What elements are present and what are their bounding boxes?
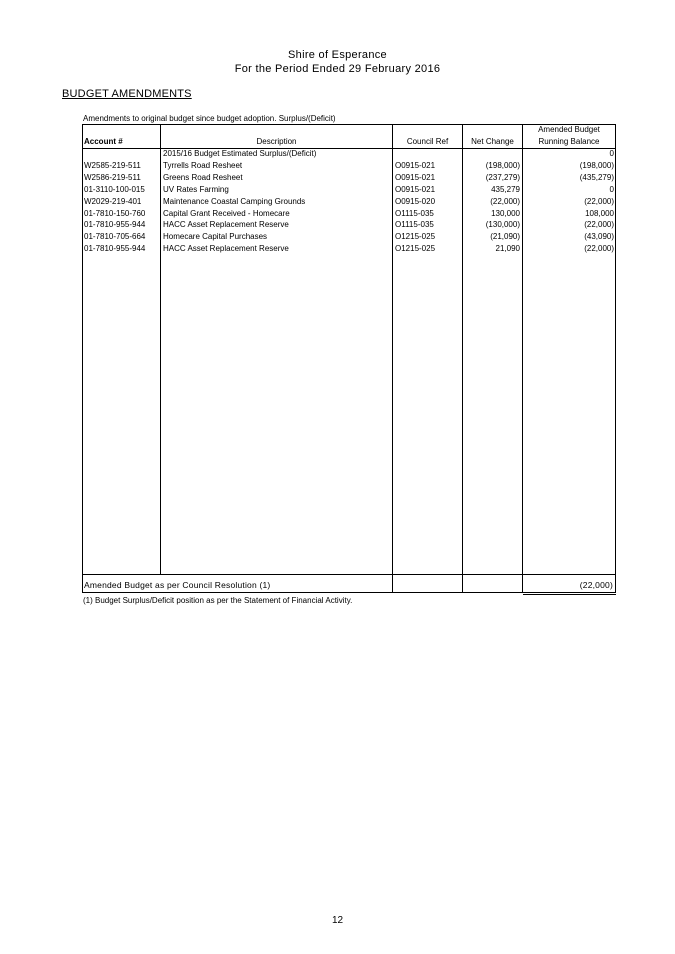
cell-council-ref: O0915-021 xyxy=(395,172,436,182)
footer-label: Amended Budget as per Council Resolution (1) xyxy=(84,580,271,590)
cell-council-ref: O0915-021 xyxy=(395,184,436,194)
total-double-underline xyxy=(523,594,616,595)
footer-divider xyxy=(82,574,616,575)
cell-council-ref: O1115-035 xyxy=(395,220,434,230)
cell-balance: 108,000 xyxy=(585,208,614,218)
cell-account: 01-3110-100-015 xyxy=(84,184,145,194)
cell-account: W2029-219-401 xyxy=(84,196,142,206)
cell-description: Maintenance Coastal Camping Grounds xyxy=(163,196,306,206)
cell-description: Homecare Capital Purchases xyxy=(163,232,268,242)
footnote: (1) Budget Surplus/Deficit position as per the Statement of Financial Activity. xyxy=(83,596,353,605)
cell-net-change: 435,279 xyxy=(491,184,520,194)
budget-amendments-table xyxy=(82,124,616,593)
report-title: Shire of Esperance xyxy=(288,49,387,61)
cell-balance: (22,000) xyxy=(584,244,614,254)
cell-council-ref: O1215-025 xyxy=(395,244,436,254)
cell-description: Greens Road Resheet xyxy=(163,172,243,182)
column-divider xyxy=(392,124,393,593)
intro-text: Amendments to original budget since budget adoption. Surplus/(Deficit) xyxy=(83,114,336,123)
cell-description: Tyrrells Road Resheet xyxy=(163,160,243,170)
cell-account: 01-7810-955-944 xyxy=(84,244,146,254)
cell-balance: (198,000) xyxy=(579,160,614,170)
col-header-amended-budget: Amended Budget xyxy=(538,125,600,134)
col-header-description: Description xyxy=(256,137,297,146)
column-divider xyxy=(160,124,161,574)
cell-net-change: (130,000) xyxy=(485,220,520,230)
table-border-left xyxy=(82,124,83,593)
col-header-account: Account # xyxy=(84,137,123,146)
col-header-running-balance: Running Balance xyxy=(538,137,600,146)
col-header-council-ref: Council Ref xyxy=(406,137,449,146)
cell-account: W2585-219-511 xyxy=(84,160,141,170)
cell-net-change: (22,000) xyxy=(490,196,520,206)
cell-balance: (435,279) xyxy=(579,172,614,182)
cell-description: HACC Asset Replacement Reserve xyxy=(163,220,289,230)
cell-description: HACC Asset Replacement Reserve xyxy=(163,244,289,254)
cell-account: W2586-219-511 xyxy=(84,172,141,182)
table-border-right xyxy=(615,124,616,593)
cell-council-ref: O0915-020 xyxy=(395,196,436,206)
cell-net-change: (198,000) xyxy=(485,160,520,170)
cell-balance: 0 xyxy=(609,184,614,194)
cell-balance: (22,000) xyxy=(584,196,614,206)
report-period: For the Period Ended 29 February 2016 xyxy=(234,63,441,75)
cell-net-change: (21,090) xyxy=(490,232,520,242)
cell-net-change: 21,090 xyxy=(495,244,520,254)
footer-total: (22,000) xyxy=(579,580,613,590)
cell-account: 01-7810-955-944 xyxy=(84,220,146,230)
table-border-bottom xyxy=(82,592,616,593)
page-number: 12 xyxy=(331,915,344,926)
cell-account: 01-7810-150-760 xyxy=(84,208,146,218)
cell-balance: (22,000) xyxy=(584,220,614,230)
cell-description: Capital Grant Received - Homecare xyxy=(163,208,290,218)
section-title: BUDGET AMENDMENTS xyxy=(62,88,192,100)
cell-description: 2015/16 Budget Estimated Surplus/(Deficit) xyxy=(163,149,317,158)
cell-council-ref: O1215-025 xyxy=(395,232,436,242)
col-header-net-change: Net Change xyxy=(471,137,514,146)
cell-account: 01-7810-705-664 xyxy=(84,232,146,242)
cell-net-change: 130,000 xyxy=(491,208,520,218)
cell-balance: (43,090) xyxy=(584,232,614,242)
cell-description: UV Rates Farming xyxy=(163,184,229,194)
cell-council-ref: O0915-021 xyxy=(395,160,436,170)
table-border-top xyxy=(82,124,522,125)
cell-balance: 0 xyxy=(609,149,614,158)
cell-net-change: (237,279) xyxy=(485,172,520,182)
cell-council-ref: O1115-035 xyxy=(395,208,434,218)
